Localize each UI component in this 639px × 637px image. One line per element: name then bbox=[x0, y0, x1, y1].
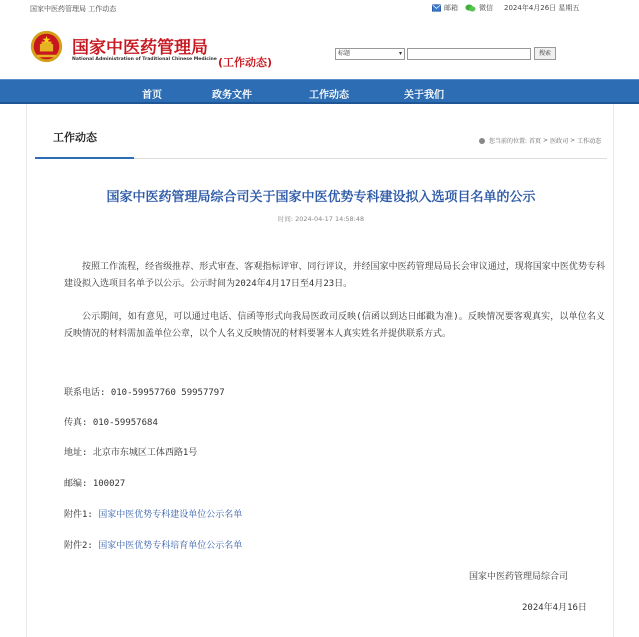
breadcrumb-current[interactable]: 工作动态 bbox=[577, 138, 602, 145]
nav-item-work-news[interactable]: 工作动态 bbox=[309, 90, 349, 101]
site-logo-title[interactable]: 国家中医药管理局 bbox=[72, 38, 208, 58]
attachment-1-label: 附件1: bbox=[64, 510, 99, 520]
mail-link[interactable]: 邮箱 bbox=[444, 4, 458, 12]
top-bar-right bbox=[432, 3, 579, 13]
contact-fax: 传真: 010-59957684 bbox=[64, 418, 158, 428]
top-bar bbox=[0, 0, 639, 16]
signer: 国家中医药管理局综合司 bbox=[469, 572, 569, 582]
sign-date: 2024年4月16日 bbox=[522, 603, 587, 613]
article-paragraph-1: 按照工作流程，经省级推荐、形式审查、客观指标评审、同行评议，并经国家中医药管理局局长会审议通过，现将国家中医优势专科建设拟入选项目名单予以公示。公示时间为2024年4月17日至4月23日。 bbox=[64, 262, 605, 289]
location-pin-icon bbox=[479, 138, 485, 144]
site-logo-english: National Administration of Traditional Chinese Medicine bbox=[72, 57, 217, 62]
current-date: 2024年4月26日 星期五 bbox=[504, 4, 580, 12]
search-field-select[interactable] bbox=[335, 48, 405, 60]
top-breadcrumb: 国家中医药管理局 工作动态 bbox=[30, 5, 117, 13]
main-nav bbox=[0, 79, 639, 104]
nav-item-about-us[interactable]: 关于我们 bbox=[404, 90, 444, 101]
contact-zip: 邮编: 100027 bbox=[64, 479, 126, 489]
search-field-value: 标题 bbox=[338, 50, 351, 57]
section-title: 工作动态 bbox=[53, 131, 97, 144]
site-section-subtitle: (工作动态) bbox=[218, 56, 273, 69]
nav-item-policy-documents[interactable]: 政务文件 bbox=[212, 90, 252, 101]
breadcrumb-prefix: 您当前的位置: bbox=[489, 138, 528, 145]
attachment-2 bbox=[64, 538, 242, 551]
attachment-1-link[interactable]: 国家中医优势专科建设单位公示名单 bbox=[98, 510, 243, 520]
national-emblem-icon bbox=[30, 30, 63, 63]
attachment-1 bbox=[64, 507, 242, 520]
attachment-2-label: 附件2: bbox=[64, 541, 99, 551]
content-frame bbox=[26, 104, 614, 637]
search-button[interactable]: 搜索 bbox=[534, 47, 556, 60]
search-input[interactable] bbox=[407, 48, 531, 60]
site-header bbox=[0, 16, 639, 78]
nav-item-home[interactable]: 首页 bbox=[142, 90, 162, 101]
breadcrumb-department[interactable]: 医政司 bbox=[550, 138, 569, 145]
article-time: 时间: 2024-04-17 14:58:48 bbox=[277, 215, 365, 223]
contact-address: 地址: 北京市东城区工体西路1号 bbox=[64, 448, 198, 458]
breadcrumb bbox=[479, 136, 601, 145]
chevron-down-icon: ▾ bbox=[398, 50, 402, 57]
article-title: 国家中医药管理局综合司关于国家中医优势专科建设拟入选项目名单的公示 bbox=[106, 190, 536, 205]
attachment-2-link[interactable]: 国家中医优势专科培育单位公示名单 bbox=[98, 541, 243, 551]
mail-icon[interactable] bbox=[432, 4, 441, 12]
breadcrumb-separator: > bbox=[543, 137, 549, 144]
breadcrumb-separator: > bbox=[570, 137, 576, 144]
article-paragraph-2: 公示期间，如有意见，可以通过电话、信函等形式向我局医政司反映(信函以到达日邮戳为准)。反映情况要客观真实，以单位名义反映情况的材料需加盖单位公章，以个人名义反映情况的材料要署本人真实姓名并提供联系方式。 bbox=[64, 312, 605, 339]
contact-phone: 联系电话: 010-59957760 59957797 bbox=[64, 388, 225, 398]
wechat-link[interactable]: 微信 bbox=[479, 4, 493, 12]
section-title-underline bbox=[35, 157, 134, 159]
wechat-icon[interactable] bbox=[465, 4, 476, 12]
breadcrumb-home[interactable]: 首页 bbox=[529, 138, 542, 145]
